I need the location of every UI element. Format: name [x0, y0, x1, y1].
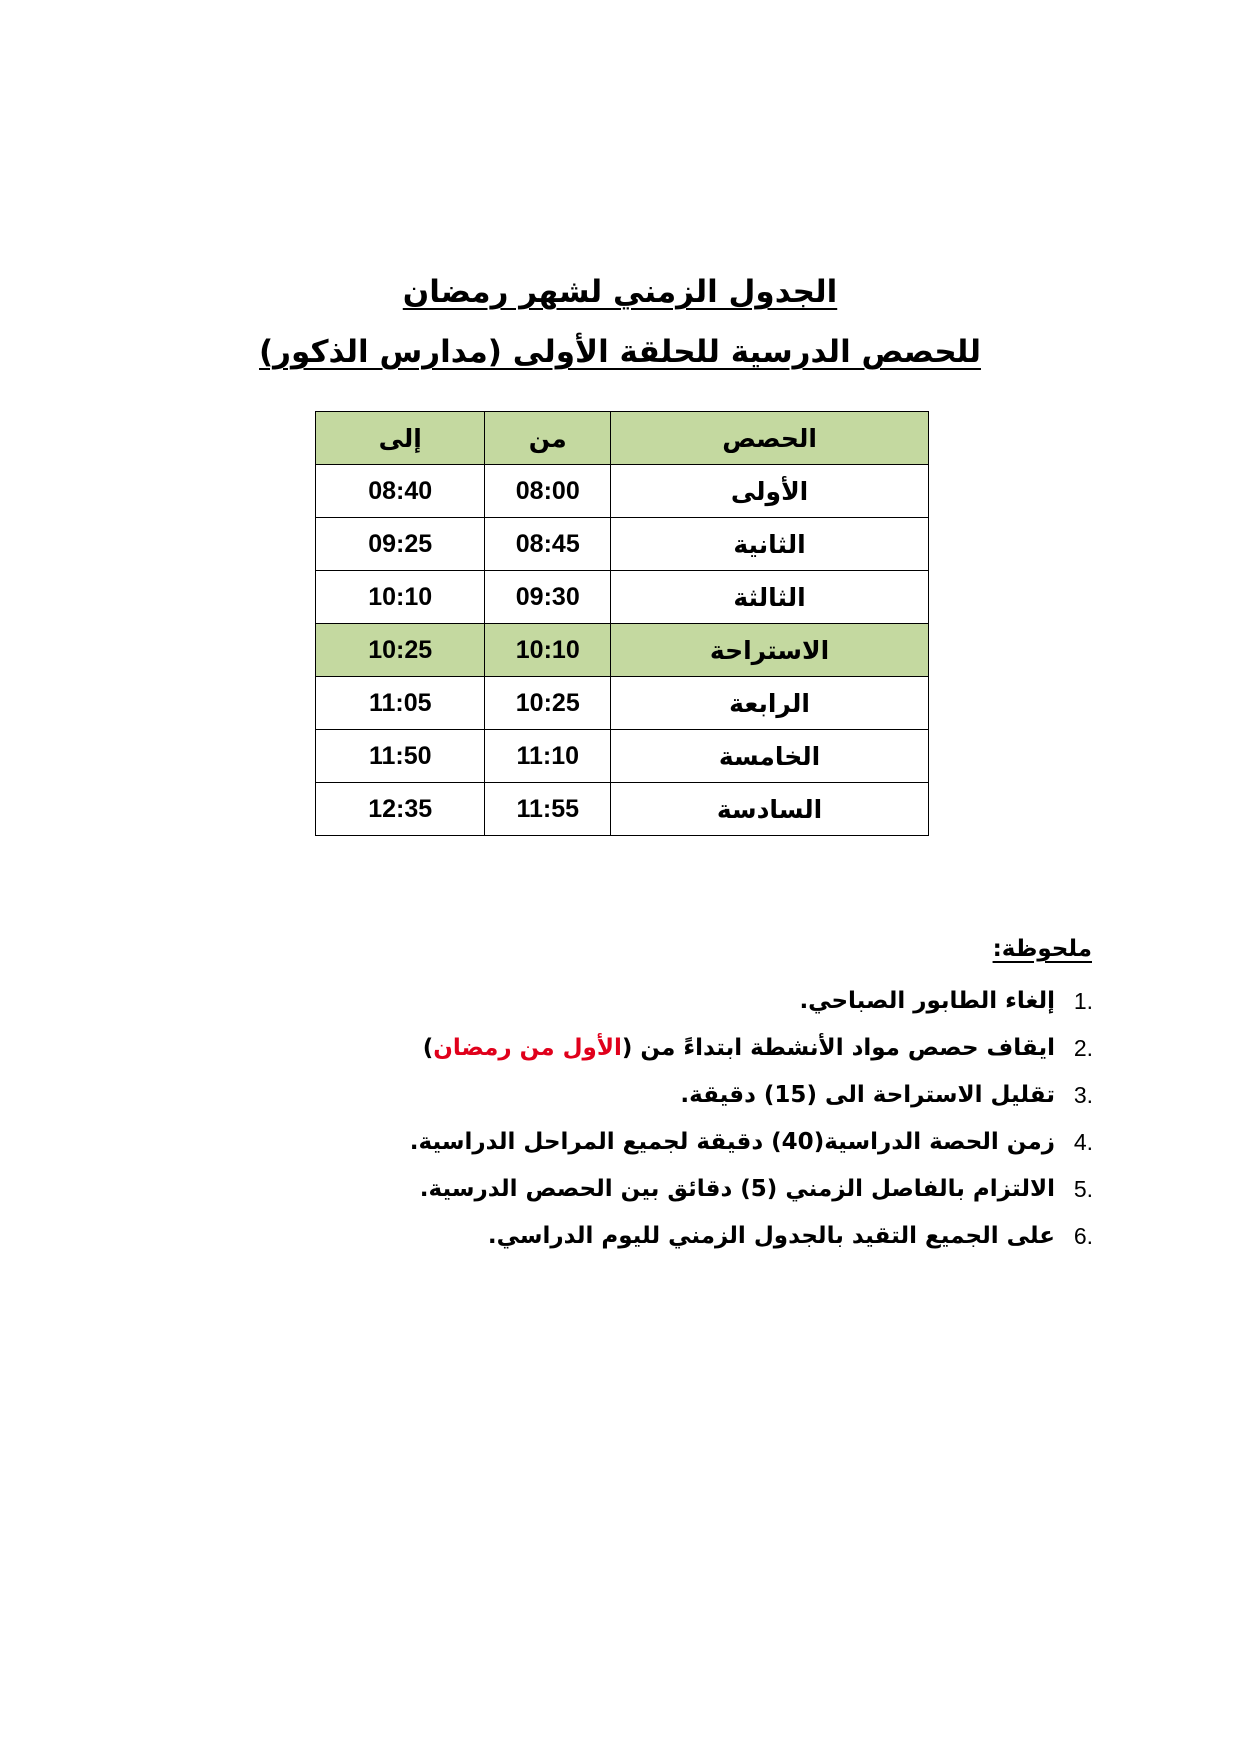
period-cell: الأولى — [611, 465, 929, 518]
note-text: على الجميع التقيد بالجدول الزمني لليوم الدراسي. — [487, 1223, 1055, 1249]
header-to: إلى — [316, 412, 485, 465]
to-cell: 10:10 — [316, 571, 485, 624]
note-text: زمن الحصة الدراسية(40) دقيقة لجميع المراحل الدراسية. — [409, 1129, 1055, 1155]
from-cell: 11:55 — [485, 783, 611, 836]
note-number: 6. — [1073, 1223, 1093, 1249]
note-item — [410, 1025, 1093, 1072]
to-cell: 12:35 — [316, 783, 485, 836]
period-cell: الثانية — [611, 518, 929, 571]
note-number: 5. — [1073, 1176, 1093, 1202]
note-number: 2. — [1073, 1035, 1093, 1061]
note-text: تقليل الاستراحة الى (15) دقيقة. — [680, 1082, 1055, 1108]
table-row-break — [316, 624, 929, 677]
notes-heading: ملحوظة: — [992, 936, 1092, 962]
period-cell: الثالثة — [611, 571, 929, 624]
note-number: 1. — [1073, 988, 1093, 1014]
to-cell: 11:05 — [316, 677, 485, 730]
table-row — [316, 677, 929, 730]
notes-list — [409, 978, 1093, 1260]
period-cell: الرابعة — [611, 677, 929, 730]
note-item — [409, 1119, 1093, 1166]
to-cell: 11:50 — [316, 730, 485, 783]
schedule-table — [315, 411, 929, 836]
from-cell: 08:45 — [485, 518, 611, 571]
to-cell: 10:25 — [316, 624, 485, 677]
note-item — [410, 1166, 1093, 1213]
header-from: من — [485, 412, 611, 465]
from-cell: 10:10 — [485, 624, 611, 677]
period-cell: الاستراحة — [611, 624, 929, 677]
note-item — [410, 1213, 1093, 1260]
period-cell: السادسة — [611, 783, 929, 836]
to-cell: 08:40 — [316, 465, 485, 518]
period-cell: الخامسة — [611, 730, 929, 783]
from-cell: 08:00 — [485, 465, 611, 518]
from-cell: 11:10 — [485, 730, 611, 783]
note-highlight: الأول من رمضان — [433, 1035, 622, 1061]
note-text: الالتزام بالفاصل الزمني (5) دقائق بين الحصص الدرسية. — [419, 1176, 1055, 1202]
table-row — [316, 783, 929, 836]
note-text: إلغاء الطابور الصباحي. — [799, 988, 1055, 1014]
document-title: الجدول الزمني لشهر رمضان — [402, 274, 838, 310]
table-header-row — [316, 412, 929, 465]
note-item — [410, 978, 1093, 1025]
header-period: الحصص — [611, 412, 929, 465]
from-cell: 10:25 — [485, 677, 611, 730]
note-text-tail: ) — [422, 1035, 434, 1061]
from-cell: 09:30 — [485, 571, 611, 624]
table-row — [316, 730, 929, 783]
table-row — [316, 571, 929, 624]
note-number: 3. — [1073, 1082, 1093, 1108]
note-item — [410, 1072, 1093, 1119]
document-subtitle: للحصص الدرسية للحلقة الأولى (مدارس الذكور) — [259, 334, 981, 370]
note-text: ايقاف حصص مواد الأنشطة ابتداءً من ( — [621, 1035, 1055, 1061]
table-row — [316, 465, 929, 518]
note-number: 4. — [1073, 1129, 1093, 1155]
table-row — [316, 518, 929, 571]
to-cell: 09:25 — [316, 518, 485, 571]
